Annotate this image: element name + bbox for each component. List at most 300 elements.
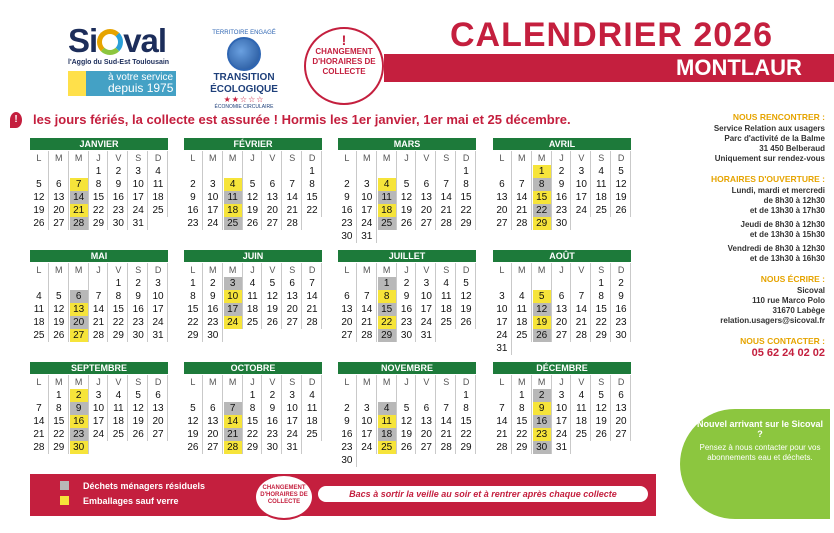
day-cell: 18 xyxy=(30,316,49,329)
meet-line: Uniquement sur rendez-vous xyxy=(714,154,825,163)
day-cell: 13 xyxy=(553,303,572,316)
empty-day-cell xyxy=(30,389,49,402)
month-calendar xyxy=(30,250,168,342)
day-cell: 6 xyxy=(338,290,357,303)
day-cell-residual: 11 xyxy=(378,191,397,204)
day-cell: 19 xyxy=(129,415,148,428)
empty-day-cell xyxy=(338,165,357,178)
day-cell: 15 xyxy=(303,191,322,204)
weekday-label: V xyxy=(572,263,591,277)
day-cell: 25 xyxy=(109,428,128,441)
empty-day-cell xyxy=(437,165,456,178)
month-calendar xyxy=(30,362,168,454)
hours-line: Vendredi de 8h30 à 12h30 xyxy=(727,244,825,253)
day-cell: 21 xyxy=(513,204,532,217)
month-name: AOÛT xyxy=(493,250,631,262)
weekday-label: M xyxy=(358,375,377,389)
day-cell: 12 xyxy=(398,191,417,204)
day-cell: 10 xyxy=(129,178,148,191)
day-cell: 23 xyxy=(109,204,128,217)
weekday-label: L xyxy=(338,151,357,165)
day-cell: 15 xyxy=(50,415,69,428)
empty-day-cell xyxy=(398,389,417,402)
day-cell: 26 xyxy=(263,316,282,329)
day-cell-packaging: 28 xyxy=(224,441,243,454)
day-cell: 16 xyxy=(553,191,572,204)
day-cell: 14 xyxy=(358,303,377,316)
day-grid xyxy=(338,375,476,467)
day-cell: 13 xyxy=(417,191,436,204)
day-cell: 19 xyxy=(612,191,631,204)
day-cell: 20 xyxy=(338,316,357,329)
hours-line: Jeudi de 8h30 à 12h30 xyxy=(740,220,825,229)
day-cell-packaging: 4 xyxy=(378,178,397,191)
te-line-2: ÉCOLOGIQUE xyxy=(210,84,278,95)
day-cell: 9 xyxy=(338,415,357,428)
weekday-label: J xyxy=(244,375,263,389)
day-cell: 8 xyxy=(513,402,532,415)
day-cell: 20 xyxy=(149,415,168,428)
month-name: AVRIL xyxy=(493,138,631,150)
month-name: MARS xyxy=(338,138,476,150)
day-cell-packaging: 23 xyxy=(533,428,552,441)
day-cell: 7 xyxy=(358,290,377,303)
day-cell-packaging: 18 xyxy=(224,204,243,217)
weekday-label: J xyxy=(90,263,109,277)
month-calendar xyxy=(184,362,322,454)
day-cell: 24 xyxy=(204,217,223,230)
weekday-label: M xyxy=(224,375,243,389)
weekday-label: S xyxy=(283,375,302,389)
day-cell: 30 xyxy=(338,230,357,243)
day-cell-residual: 22 xyxy=(533,204,552,217)
day-cell-packaging: 22 xyxy=(378,316,397,329)
day-cell: 23 xyxy=(129,316,148,329)
day-cell: 12 xyxy=(184,415,203,428)
weekday-label: M xyxy=(224,151,243,165)
day-cell: 9 xyxy=(553,178,572,191)
hours-line: Lundi, mardi et mercredi xyxy=(731,186,825,195)
day-grid xyxy=(338,263,476,342)
day-cell: 2 xyxy=(553,165,572,178)
month-calendar xyxy=(493,362,631,454)
day-cell-residual: 14 xyxy=(70,191,89,204)
commune-name: MONTLAUR xyxy=(676,55,802,80)
day-cell: 23 xyxy=(338,441,357,454)
day-cell: 17 xyxy=(283,415,302,428)
day-cell: 2 xyxy=(338,178,357,191)
day-cell: 16 xyxy=(109,191,128,204)
empty-day-cell xyxy=(224,389,243,402)
day-cell: 18 xyxy=(513,316,532,329)
te-arc-text: TERRITOIRE ENGAGÉ xyxy=(212,30,276,36)
day-cell-packaging: 16 xyxy=(70,415,89,428)
day-cell: 3 xyxy=(90,389,109,402)
day-cell: 7 xyxy=(513,178,532,191)
alert-icon: ! xyxy=(10,112,22,128)
weekday-label: L xyxy=(184,263,203,277)
weekday-label: M xyxy=(204,375,223,389)
day-cell: 1 xyxy=(457,165,476,178)
day-cell: 31 xyxy=(358,230,377,243)
day-cell: 6 xyxy=(50,178,69,191)
globe-icon xyxy=(227,37,261,71)
weekday-label: L xyxy=(184,375,203,389)
day-cell: 10 xyxy=(90,402,109,415)
weekday-label: D xyxy=(303,375,322,389)
day-cell: 2 xyxy=(109,165,128,178)
day-cell: 14 xyxy=(283,191,302,204)
day-cell: 15 xyxy=(592,303,611,316)
day-cell: 10 xyxy=(417,290,436,303)
month-calendar xyxy=(184,138,322,230)
month-name: SEPTEMBRE xyxy=(30,362,168,374)
weekday-label: L xyxy=(338,375,357,389)
day-cell: 16 xyxy=(338,204,357,217)
hours-line: et de 13h30 à 17h30 xyxy=(749,206,825,215)
weekday-label: M xyxy=(70,263,89,277)
day-cell: 8 xyxy=(90,178,109,191)
day-cell: 16 xyxy=(612,303,631,316)
day-cell: 30 xyxy=(612,329,631,342)
day-cell: 27 xyxy=(50,217,69,230)
day-cell: 20 xyxy=(204,428,223,441)
day-cell-packaging: 19 xyxy=(533,316,552,329)
day-cell: 6 xyxy=(493,178,512,191)
day-cell: 3 xyxy=(553,389,572,402)
write-line: 110 rue Marco Polo xyxy=(752,296,825,305)
day-cell: 5 xyxy=(263,277,282,290)
weekday-label: M xyxy=(378,375,397,389)
day-cell: 24 xyxy=(572,204,591,217)
day-cell: 22 xyxy=(184,316,203,329)
weekday-label: J xyxy=(244,151,263,165)
day-cell: 24 xyxy=(149,316,168,329)
day-cell: 5 xyxy=(612,165,631,178)
day-cell: 9 xyxy=(129,290,148,303)
day-cell: 23 xyxy=(398,316,417,329)
hours-block-2 xyxy=(675,220,825,240)
weekday-label: L xyxy=(30,151,49,165)
hours-line: et de 13h30 à 15h30 xyxy=(749,230,825,239)
te-stars: ★★☆☆☆ xyxy=(223,95,265,104)
day-cell: 19 xyxy=(50,316,69,329)
day-cell: 25 xyxy=(149,204,168,217)
day-cell: 1 xyxy=(592,277,611,290)
day-cell: 5 xyxy=(398,178,417,191)
day-cell-packaging: 10 xyxy=(224,290,243,303)
contact-column xyxy=(675,112,825,358)
day-cell: 18 xyxy=(149,191,168,204)
day-grid xyxy=(184,151,322,230)
since-line-2: depuis 1975 xyxy=(108,81,174,95)
legend-yellow xyxy=(60,494,248,509)
weekday-label: L xyxy=(493,263,512,277)
day-cell-residual: 29 xyxy=(378,329,397,342)
empty-day-cell xyxy=(572,277,591,290)
day-cell: 29 xyxy=(109,329,128,342)
day-cell: 4 xyxy=(303,389,322,402)
grey-swatch xyxy=(60,481,69,490)
day-cell-residual: 12 xyxy=(533,303,552,316)
day-cell: 26 xyxy=(612,204,631,217)
phone-number[interactable]: 05 62 24 02 02 xyxy=(751,347,825,359)
day-cell: 26 xyxy=(244,217,263,230)
day-cell: 27 xyxy=(283,316,302,329)
day-cell: 13 xyxy=(493,191,512,204)
day-cell: 7 xyxy=(437,178,456,191)
day-cell: 13 xyxy=(283,290,302,303)
day-cell: 26 xyxy=(50,329,69,342)
hours-block-1 xyxy=(675,186,825,216)
day-cell: 1 xyxy=(109,277,128,290)
empty-day-cell xyxy=(493,165,512,178)
month-name: JANVIER xyxy=(30,138,168,150)
day-cell: 6 xyxy=(612,389,631,402)
weekday-label: S xyxy=(283,263,302,277)
day-cell-residual: 9 xyxy=(70,402,89,415)
month-calendar xyxy=(493,250,631,355)
day-cell: 4 xyxy=(592,165,611,178)
day-cell: 10 xyxy=(358,415,377,428)
day-cell: 29 xyxy=(592,329,611,342)
day-cell: 5 xyxy=(592,389,611,402)
day-cell: 18 xyxy=(303,415,322,428)
day-cell: 15 xyxy=(457,191,476,204)
day-cell: 17 xyxy=(90,415,109,428)
newcomer-box xyxy=(680,409,830,519)
day-cell: 1 xyxy=(90,165,109,178)
day-cell: 21 xyxy=(90,316,109,329)
weekday-label: M xyxy=(513,151,532,165)
day-cell: 7 xyxy=(90,290,109,303)
day-cell: 29 xyxy=(457,217,476,230)
day-cell: 24 xyxy=(283,428,302,441)
day-cell: 20 xyxy=(493,204,512,217)
day-cell: 21 xyxy=(303,303,322,316)
day-cell: 28 xyxy=(513,217,532,230)
day-cell: 1 xyxy=(50,389,69,402)
day-cell: 27 xyxy=(417,441,436,454)
since-badge xyxy=(68,71,176,96)
day-cell: 29 xyxy=(184,329,203,342)
weekday-label: V xyxy=(109,151,128,165)
weekday-label: V xyxy=(109,375,128,389)
day-cell: 29 xyxy=(513,441,532,454)
empty-day-cell xyxy=(358,389,377,402)
day-grid xyxy=(30,151,168,230)
email-link[interactable]: relation.usagers@sicoval.fr xyxy=(720,316,825,325)
weekday-label: S xyxy=(129,151,148,165)
day-cell: 8 xyxy=(457,178,476,191)
day-cell: 2 xyxy=(612,277,631,290)
weekday-label: L xyxy=(30,375,49,389)
day-cell: 10 xyxy=(283,402,302,415)
day-cell: 6 xyxy=(263,178,282,191)
day-cell: 22 xyxy=(109,316,128,329)
weekday-label: V xyxy=(263,263,282,277)
day-cell: 18 xyxy=(437,303,456,316)
empty-day-cell xyxy=(224,165,243,178)
hours-line: et de 13h30 à 16h30 xyxy=(749,254,825,263)
weekday-label: M xyxy=(358,151,377,165)
day-cell: 15 xyxy=(457,415,476,428)
brand-tagline: l'Agglo du Sud-Est Toulousain xyxy=(68,59,170,66)
day-cell-packaging: 5 xyxy=(533,290,552,303)
day-cell: 30 xyxy=(129,329,148,342)
day-cell: 16 xyxy=(398,303,417,316)
transition-ecologique-badge xyxy=(205,30,283,110)
day-cell: 20 xyxy=(553,316,572,329)
day-cell: 12 xyxy=(244,191,263,204)
month-name: JUIN xyxy=(184,250,322,262)
day-cell: 1 xyxy=(184,277,203,290)
day-cell: 21 xyxy=(437,204,456,217)
day-cell: 17 xyxy=(204,204,223,217)
weekday-label: J xyxy=(398,151,417,165)
day-cell: 27 xyxy=(493,217,512,230)
day-cell: 26 xyxy=(457,316,476,329)
day-cell: 2 xyxy=(338,402,357,415)
schedule-change-badge xyxy=(304,27,384,105)
day-cell: 12 xyxy=(612,178,631,191)
weekday-label: M xyxy=(204,151,223,165)
day-cell: 27 xyxy=(149,428,168,441)
day-cell: 3 xyxy=(129,165,148,178)
empty-day-cell xyxy=(417,389,436,402)
day-cell-packaging: 27 xyxy=(70,329,89,342)
weekday-label: V xyxy=(417,375,436,389)
weekday-label: V xyxy=(263,151,282,165)
day-cell: 9 xyxy=(338,191,357,204)
day-cell: 3 xyxy=(283,389,302,402)
day-cell: 25 xyxy=(303,428,322,441)
weekday-label: L xyxy=(184,151,203,165)
day-cell: 30 xyxy=(553,217,572,230)
day-cell-packaging: 18 xyxy=(378,204,397,217)
day-cell: 19 xyxy=(184,428,203,441)
legend xyxy=(30,474,248,516)
day-cell: 28 xyxy=(30,441,49,454)
weekday-label: D xyxy=(303,151,322,165)
day-cell: 19 xyxy=(244,204,263,217)
empty-day-cell xyxy=(338,277,357,290)
day-cell-residual: 7 xyxy=(224,402,243,415)
weekday-label: M xyxy=(533,263,552,277)
meet-block xyxy=(675,124,825,164)
empty-day-cell xyxy=(358,165,377,178)
day-cell-packaging: 7 xyxy=(70,178,89,191)
day-cell: 4 xyxy=(572,389,591,402)
day-cell: 27 xyxy=(263,217,282,230)
weekday-label: M xyxy=(533,151,552,165)
day-cell: 12 xyxy=(592,402,611,415)
month-name: DÉCEMBRE xyxy=(493,362,631,374)
day-cell: 16 xyxy=(129,303,148,316)
empty-day-cell xyxy=(378,389,397,402)
day-cell: 25 xyxy=(572,428,591,441)
day-cell: 14 xyxy=(30,415,49,428)
day-cell: 10 xyxy=(493,303,512,316)
day-cell: 6 xyxy=(283,277,302,290)
day-cell: 11 xyxy=(513,303,532,316)
calendar-title: CALENDRIER 2026 xyxy=(450,16,773,54)
day-cell: 5 xyxy=(398,402,417,415)
day-cell: 14 xyxy=(437,415,456,428)
day-cell-residual: 26 xyxy=(533,329,552,342)
day-cell-residual: 18 xyxy=(378,428,397,441)
day-cell: 28 xyxy=(303,316,322,329)
day-cell-residual: 25 xyxy=(378,217,397,230)
weekday-label: J xyxy=(398,375,417,389)
weekday-label: D xyxy=(612,263,631,277)
day-cell: 13 xyxy=(338,303,357,316)
weekday-label: M xyxy=(378,151,397,165)
day-cell: 17 xyxy=(129,191,148,204)
day-cell: 20 xyxy=(417,428,436,441)
empty-day-cell xyxy=(283,165,302,178)
meet-line: Parc d'activité de la Balme xyxy=(724,134,825,143)
empty-day-cell xyxy=(70,165,89,178)
weekday-label: S xyxy=(437,263,456,277)
day-cell: 11 xyxy=(592,178,611,191)
day-cell: 24 xyxy=(417,316,436,329)
day-cell: 23 xyxy=(612,316,631,329)
day-cell: 7 xyxy=(283,178,302,191)
write-heading: NOUS ÉCRIRE : xyxy=(760,274,825,284)
weekday-label: S xyxy=(283,151,302,165)
day-cell: 2 xyxy=(398,277,417,290)
day-cell: 12 xyxy=(263,290,282,303)
holiday-notice: les jours fériés, la collecte est assurée ! Hormis les 1er janvier, 1er mai et 25 décembre. xyxy=(33,112,571,127)
day-grid xyxy=(493,263,631,355)
month-name: FÉVRIER xyxy=(184,138,322,150)
day-grid xyxy=(184,263,322,342)
day-cell: 28 xyxy=(358,329,377,342)
day-cell: 24 xyxy=(358,217,377,230)
month-name: MAI xyxy=(30,250,168,262)
day-cell: 17 xyxy=(572,191,591,204)
weekday-label: D xyxy=(303,263,322,277)
weekday-label: M xyxy=(358,263,377,277)
day-cell: 6 xyxy=(204,402,223,415)
weekday-label: L xyxy=(338,263,357,277)
day-cell: 31 xyxy=(553,441,572,454)
day-cell: 19 xyxy=(30,204,49,217)
day-cell: 2 xyxy=(184,178,203,191)
day-cell: 4 xyxy=(244,277,263,290)
weekday-label: J xyxy=(90,151,109,165)
day-cell: 7 xyxy=(437,402,456,415)
day-cell: 2 xyxy=(204,277,223,290)
bottom-change-badge: CHANGEMENT D'HORAIRES DE COLLECTE xyxy=(254,474,314,520)
day-cell: 21 xyxy=(358,316,377,329)
day-cell-packaging: 2 xyxy=(70,389,89,402)
day-cell: 17 xyxy=(493,316,512,329)
day-cell: 5 xyxy=(457,277,476,290)
weekday-label: S xyxy=(592,151,611,165)
month-calendar xyxy=(184,250,322,342)
day-cell-packaging: 14 xyxy=(224,415,243,428)
month-name: OCTOBRE xyxy=(184,362,322,374)
empty-day-cell xyxy=(30,277,49,290)
day-cell: 20 xyxy=(612,415,631,428)
day-cell: 19 xyxy=(398,204,417,217)
day-cell-packaging: 30 xyxy=(70,441,89,454)
day-cell: 14 xyxy=(493,415,512,428)
weekday-label: S xyxy=(129,263,148,277)
day-cell: 7 xyxy=(572,290,591,303)
